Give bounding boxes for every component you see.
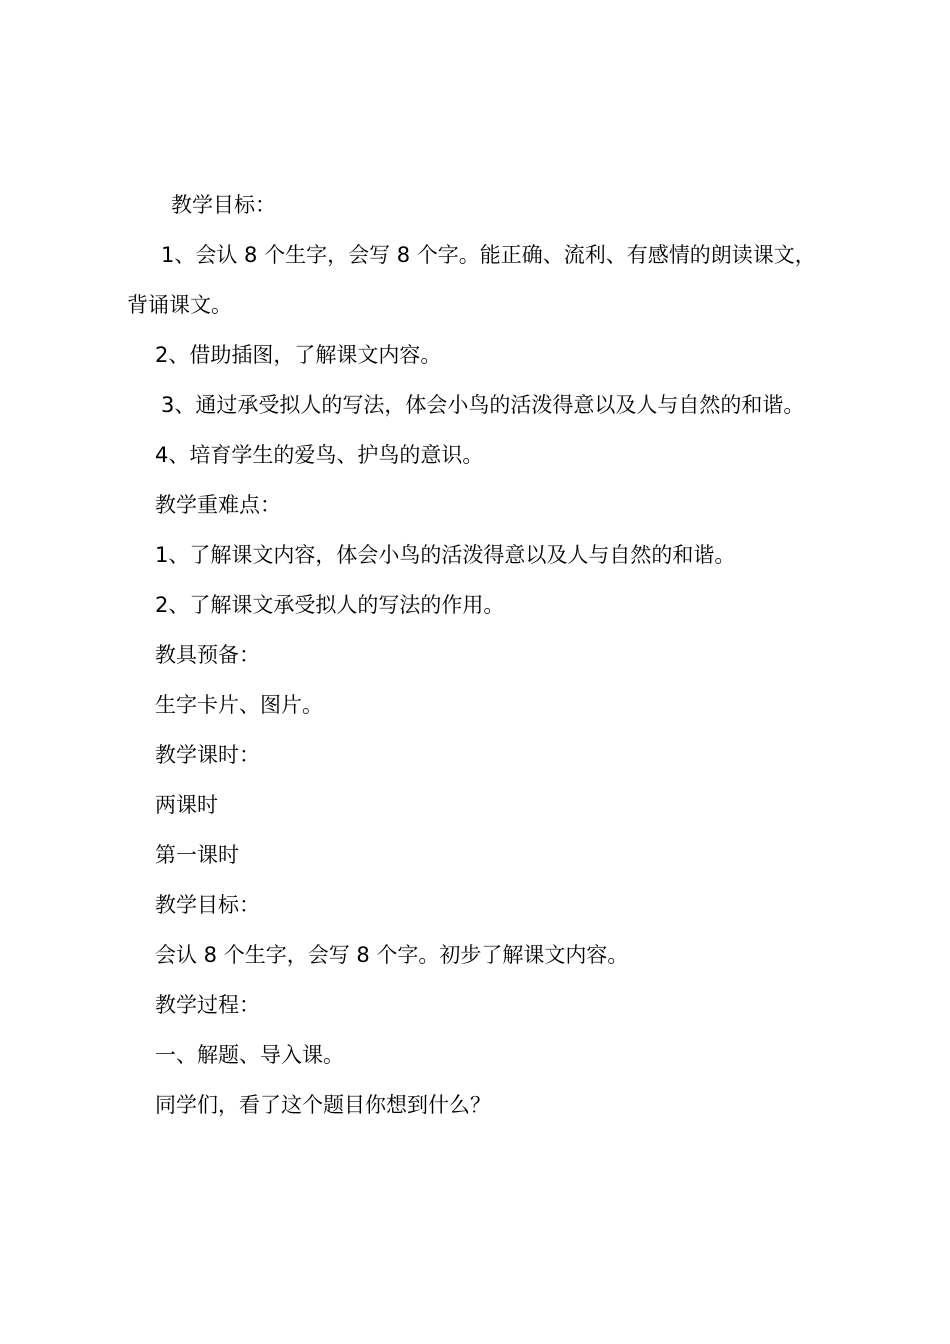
heading-class-hours: 教学课时：: [155, 743, 260, 767]
heading-key-points: 教学重难点：: [155, 493, 281, 517]
process-question: 同学们，看了这个题目你想到什么？: [155, 1093, 491, 1117]
goal-item-4: 4、培育学生的爱鸟、护鸟的意识。: [155, 443, 484, 467]
goal-item-2: 2、借助插图，了解课文内容。: [155, 343, 442, 367]
heading-lesson-goals: 教学目标：: [155, 893, 260, 917]
process-step-1: 一、解题、导入课。: [155, 1043, 344, 1067]
document-body: [127, 180, 833, 1130]
goal-item-3: 3、通过承受拟人的写法，体会小鸟的活泼得意以及人与自然的和谐。: [161, 393, 805, 417]
heading-teaching-process: 教学过程：: [155, 993, 260, 1017]
teaching-aids-text: 生字卡片、图片。: [155, 693, 323, 717]
lesson-goals-text: 会认 8 个生字，会写 8 个字。初步了解课文内容。: [155, 943, 629, 967]
heading-teaching-aids: 教具预备：: [155, 643, 260, 667]
key-point-item-2: 2、了解课文承受拟人的写法的作用。: [155, 593, 505, 617]
heading-teaching-goals: 教学目标：: [171, 193, 276, 217]
class-hours-text: 两课时: [155, 793, 218, 817]
heading-first-lesson: 第一课时: [155, 843, 239, 867]
key-point-item-1: 1、了解课文内容，体会小鸟的活泼得意以及人与自然的和谐。: [155, 543, 736, 567]
goal-item-1: 1、会认 8 个生字，会写 8 个字。能正确、流利、有感情的朗读课文，背诵课文。: [127, 243, 816, 317]
